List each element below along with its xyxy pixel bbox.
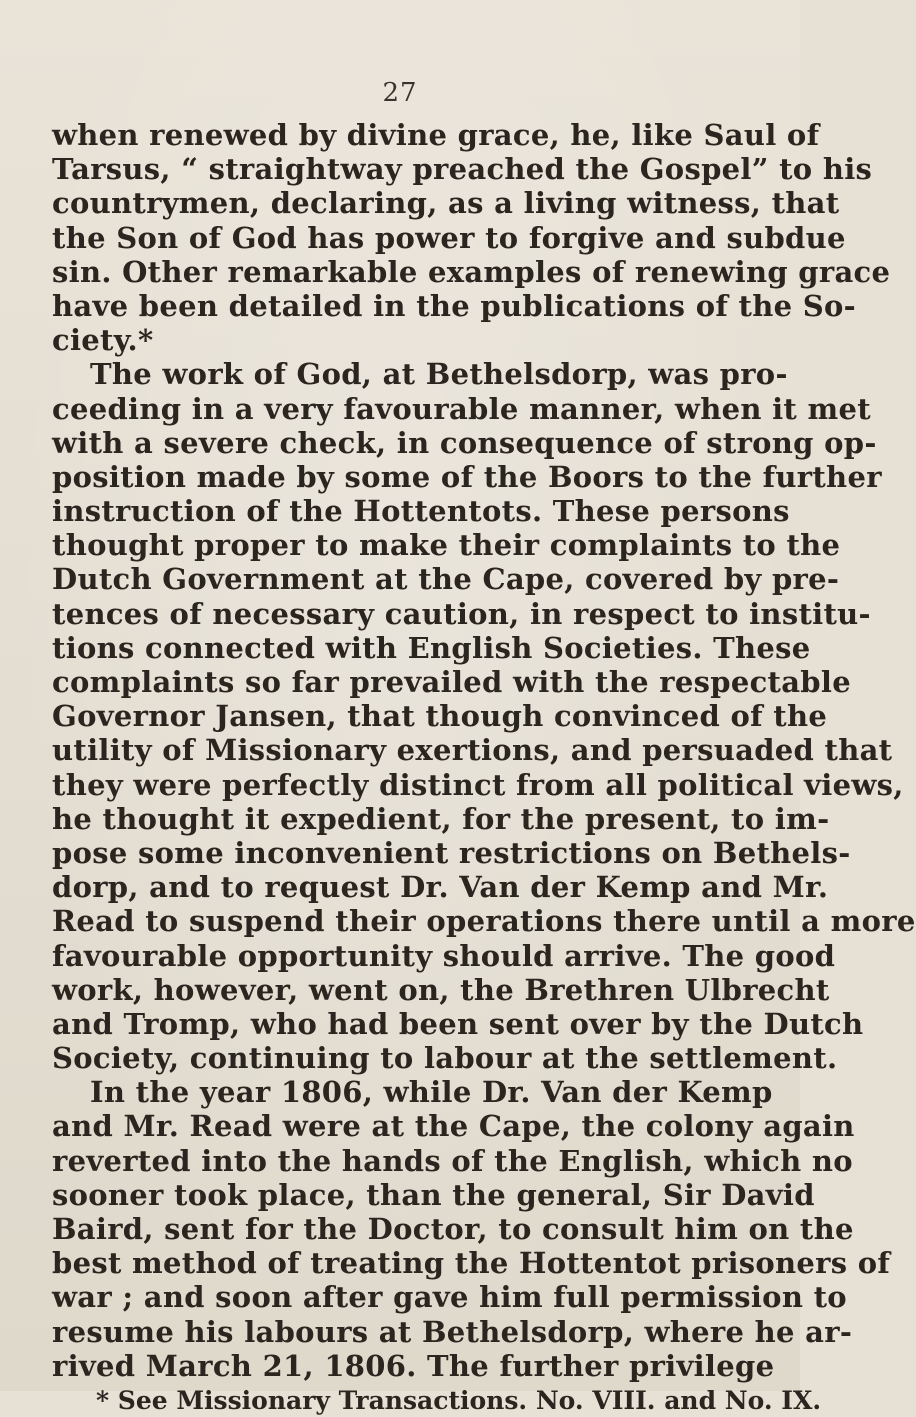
- text-line: with a severe check, in consequence of strong op-: [52, 425, 877, 460]
- text-line: position made by some of the Boors to the further: [52, 459, 882, 494]
- text-line: complaints so far prevailed with the respectable: [52, 665, 851, 699]
- text-line: sin. Other remarkable examples of renewing grace: [52, 254, 891, 289]
- text-line: Baird, sent for the Doctor, to consult him on the: [52, 1212, 854, 1246]
- text-line: and Tromp, who had been sent over by the Dutch: [52, 1006, 864, 1041]
- footnote: * See Missionary Transactions. No. VIII. and No. IX.: [96, 1385, 822, 1415]
- text-line: war ; and soon after gave him full permission to: [52, 1280, 847, 1315]
- page-number: 27: [382, 78, 418, 108]
- text-line: rived March 21, 1806. The further privilege: [52, 1348, 775, 1383]
- text-line: the Son of God has power to forgive and subdue: [52, 220, 846, 255]
- text-line: Tarsus, “ straightway preached the Gospel” to his: [52, 152, 873, 187]
- text-line: Dutch Government at the Cape, covered by pre-: [52, 562, 840, 597]
- text-line: thought proper to make their complaints to the: [52, 528, 841, 563]
- text-line: ceeding in a very favourable manner, when it met: [52, 391, 871, 426]
- text-line: Governor Jansen, that though convinced of the: [52, 699, 828, 734]
- text-line: work, however, went on, the Brethren Ulbrecht: [52, 972, 830, 1007]
- text-line: instruction of the Hottentots. These persons: [52, 494, 790, 529]
- text-line: they were perfectly distinct from all political views,: [52, 767, 904, 802]
- text-line: sooner took place, than the general, Sir David: [52, 1177, 815, 1212]
- text-line: reverted into the hands of the English, which no: [52, 1143, 853, 1178]
- text-line: when renewed by divine grace, he, like Saul of: [52, 118, 820, 152]
- text-line: dorp, and to request Dr. Van der Kemp and Mr.: [52, 870, 829, 905]
- text-line: best method of treating the Hottentot prisoners of: [52, 1246, 891, 1281]
- body-text: [52, 118, 916, 1417]
- text-line: have been detailed in the publications of the So-: [52, 288, 856, 323]
- text-line: Society, continuing to labour at the settlement.: [52, 1041, 838, 1076]
- text-line: he thought it expedient, for the present, to im-: [52, 801, 830, 836]
- text-line: Read to suspend their operations there until a more: [52, 904, 916, 939]
- text-line: utility of Missionary exertions, and persuaded that: [52, 733, 893, 768]
- text-line: countrymen, declaring, as a living witness, that: [52, 186, 840, 221]
- text-line: resume his labours at Bethelsdorp, where he ar-: [52, 1314, 853, 1349]
- text-line: tences of necessary caution, in respect to institu-: [52, 596, 871, 631]
- text-line: tions connected with English Societies. These: [52, 630, 811, 665]
- text-line: ciety.*: [52, 323, 154, 358]
- text-line: and Mr. Read were at the Cape, the colony again: [52, 1109, 855, 1144]
- text-line: favourable opportunity should arrive. The good: [52, 938, 836, 973]
- text-line: The work of God, at Bethelsdorp, was pro-: [90, 357, 788, 392]
- text-line: pose some inconvenient restrictions on Bethels-: [52, 835, 851, 870]
- text-line: In the year 1806, while Dr. Van der Kemp: [90, 1075, 773, 1110]
